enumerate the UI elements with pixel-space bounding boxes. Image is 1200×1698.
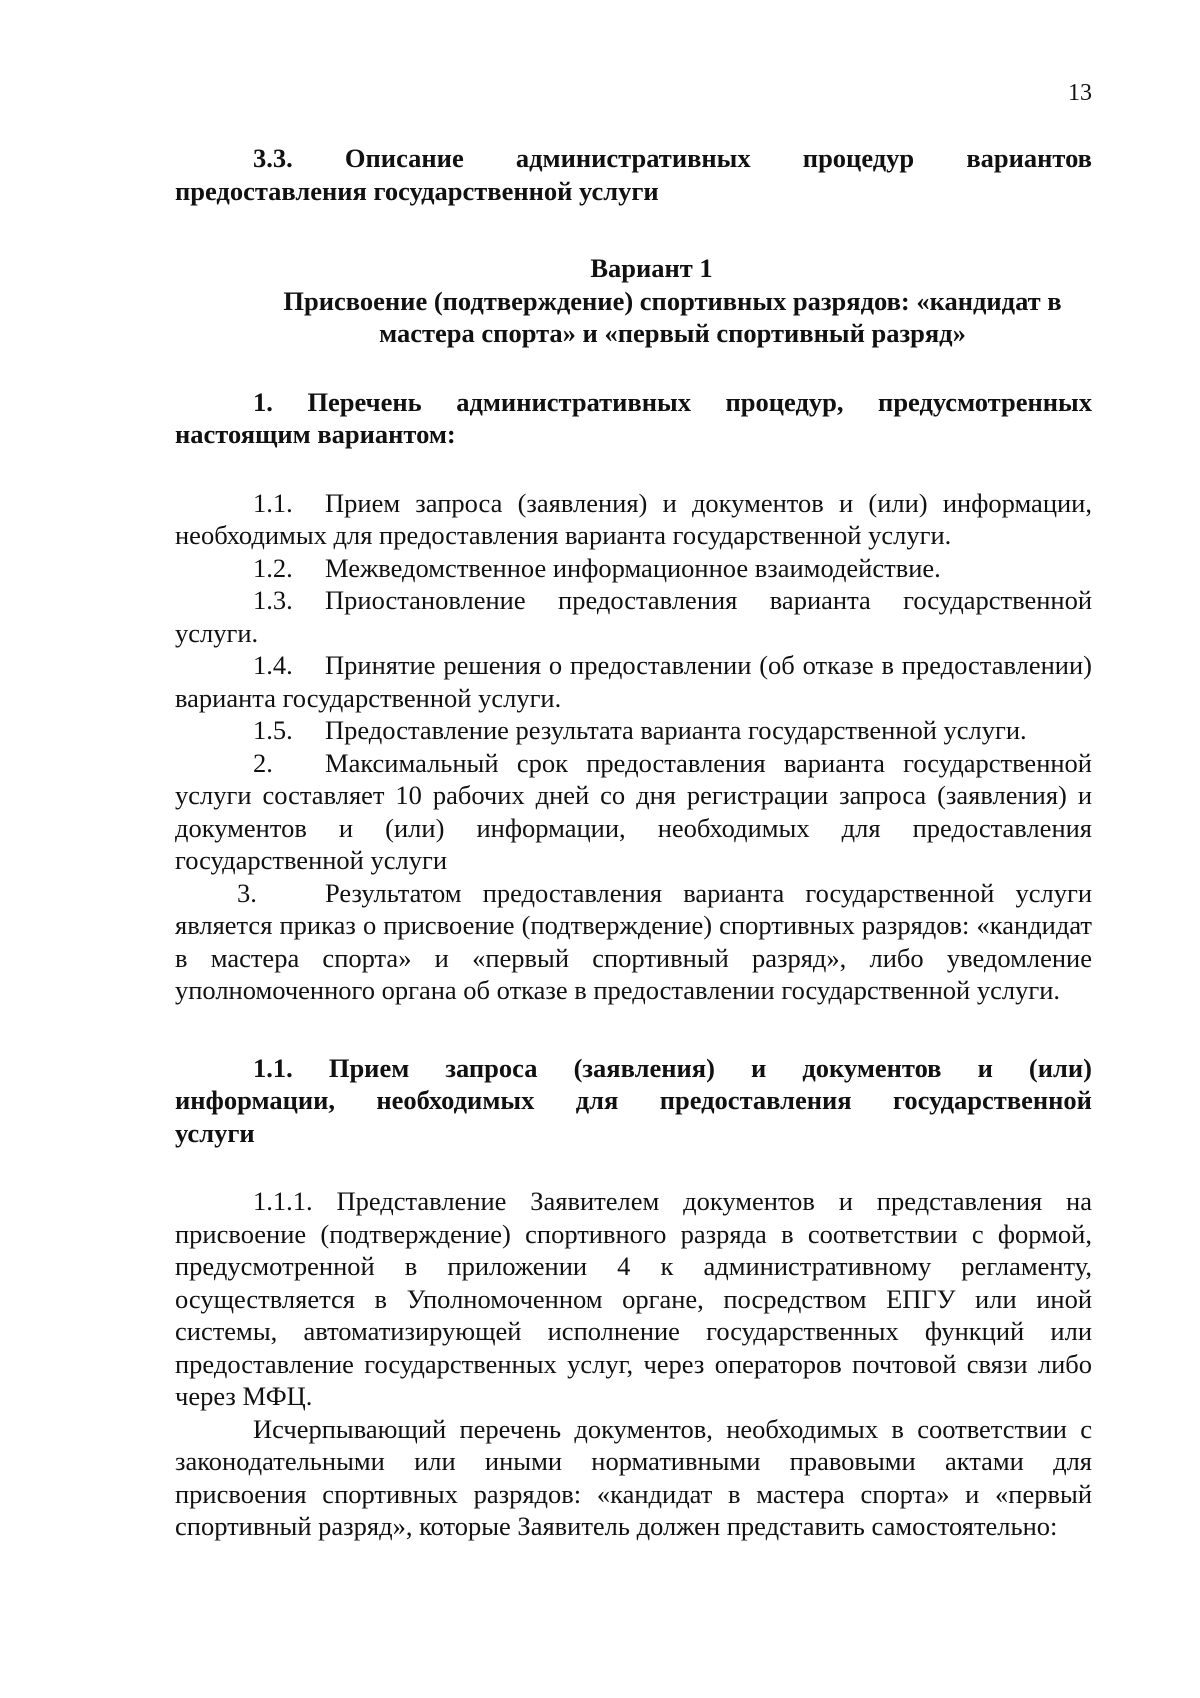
paragraphs: [175, 1185, 1092, 1543]
list-item-text: Прием запроса (заявления) и документов и (или) информации, необходимых для предоставления варианта государственной услуги.: [175, 487, 1092, 550]
subsection-heading-line-2: [175, 1084, 1092, 1117]
section-title-word: Описание: [344, 143, 464, 173]
subsection-heading-word: и: [751, 1052, 767, 1083]
paragraph-text: Исчерпывающий перечень документов, необходимых в соответствии с законодательными или иными нормативными правовыми актами для присвоения спортивных разрядов: «кандидат в мастера спорта» и «первый спортивный разряд», которые Заявитель должен представить самостоятельно:: [175, 1413, 1092, 1541]
subsection-heading-word: (заявления): [573, 1052, 715, 1083]
subsection-heading-word: и: [977, 1052, 993, 1083]
subsection-heading-word: государственной: [893, 1085, 1092, 1115]
list-item-text: Приостановление предоставления варианта государственной услуги.: [175, 585, 1092, 648]
procedures-list: [175, 487, 1092, 1007]
list-item-number: 1.3.: [253, 585, 293, 615]
procedures-heading-word: Перечень: [307, 386, 422, 417]
list-item-text: Межведомственное информационное взаимодействие.: [325, 552, 941, 583]
variant-subtitle-line-2: мастера спорта» и «первый спортивный разряд»: [379, 318, 966, 348]
subsection-heading-word: (или): [1028, 1052, 1092, 1083]
section-title: [175, 142, 1092, 207]
list-item-text: Предоставление результата варианта государственной услуги.: [325, 715, 1027, 745]
subsection-heading-line-3: услуги: [175, 1117, 255, 1148]
list-item: [175, 552, 1092, 585]
subsection-heading-word: запроса: [445, 1052, 538, 1083]
list-item-text: Принятие решения о предоставлении (об отказе в предоставлении) варианта государственной услуги.: [175, 650, 1092, 713]
procedures-heading-line-2: настоящим вариантом:: [175, 419, 456, 449]
subsection-heading-word: предоставления: [659, 1085, 852, 1115]
list-item: [175, 747, 1092, 877]
paragraph: [175, 1413, 1092, 1543]
section-title-word: вариантов: [966, 143, 1092, 173]
list-item-number: 1.1.: [253, 487, 293, 518]
list-item: [175, 714, 1092, 747]
list-item: [175, 487, 1092, 552]
list-item-text: Максимальный срок предоставления варианта государственной услуги составляет 10 рабочих дней со дня регистрации запроса (заявления) и документов и (или) информации, необходимых для предоставления государственной услуги: [175, 747, 1092, 875]
section-title-line-2: предоставления государственной услуги: [175, 175, 659, 206]
list-item-number: 1.2.: [253, 552, 293, 583]
list-item-number: 1.4.: [253, 650, 293, 680]
list-item-number: 1.5.: [253, 715, 293, 745]
subsection-heading-word: необходимых: [376, 1085, 535, 1115]
procedures-heading-line-1: [175, 386, 1092, 419]
subsection-heading: [175, 1052, 1092, 1150]
subsection-heading-word: для: [575, 1085, 619, 1115]
subsection-heading-word: Прием: [328, 1052, 410, 1083]
subsection-heading-word: информации,: [175, 1085, 336, 1115]
list-item: [175, 584, 1092, 649]
document-body: [175, 142, 1092, 1543]
list-item-number: 2.: [253, 747, 273, 778]
page-number: 13: [1068, 80, 1092, 106]
paragraph-text: Представление Заявителем документов и представления на присвоение (подтверждение) спортивного разряда в соответствии с формой, предусмотренной в приложении 4 к административному регламенту, осуществляется в Уполномоченном органе, посредством ЕПГУ или иной системы, автоматизирующей исполнение государственных функций или предоставление государственных услуг, через операторов почтовой связи либо через МФЦ.: [175, 1186, 1092, 1411]
paragraph-number: 1.1.1.: [253, 1186, 313, 1216]
list-item-number: 3.: [237, 877, 257, 908]
variant-heading: Вариант 1: [590, 253, 713, 283]
procedures-heading: [175, 386, 1092, 451]
procedures-heading-word: административных: [456, 386, 691, 417]
section-title-word: административных: [515, 143, 751, 173]
procedures-heading-word: предусмотренных: [878, 386, 1092, 417]
section-title-word: 3.3.: [253, 143, 293, 173]
subsection-heading-word: 1.1.: [253, 1052, 293, 1083]
list-item-text: Результатом предоставления варианта государственной услуги является приказ о присвоение (подтверждение) спортивных разрядов: «кандидат в мастера спорта» и «первый спортивный разряд», либо уведомление уполномоченного органа об отказе в предоставлении государственной услуги.: [175, 877, 1092, 1005]
list-item: [175, 649, 1092, 714]
procedures-heading-word: процедур,: [725, 386, 844, 417]
section-title-line-1: [175, 142, 1092, 175]
paragraph: [175, 1185, 1092, 1413]
variant-subtitle-line-1: Присвоение (подтверждение) спортивных разрядов: «кандидат в: [283, 285, 1062, 316]
list-item: [175, 877, 1092, 1007]
subsection-heading-word: документов: [802, 1052, 942, 1083]
variant-subtitle: [175, 285, 1092, 350]
procedures-heading-word: 1.: [253, 386, 273, 417]
subsection-heading-line-1: [175, 1052, 1092, 1085]
section-title-word: процедур: [802, 143, 915, 173]
